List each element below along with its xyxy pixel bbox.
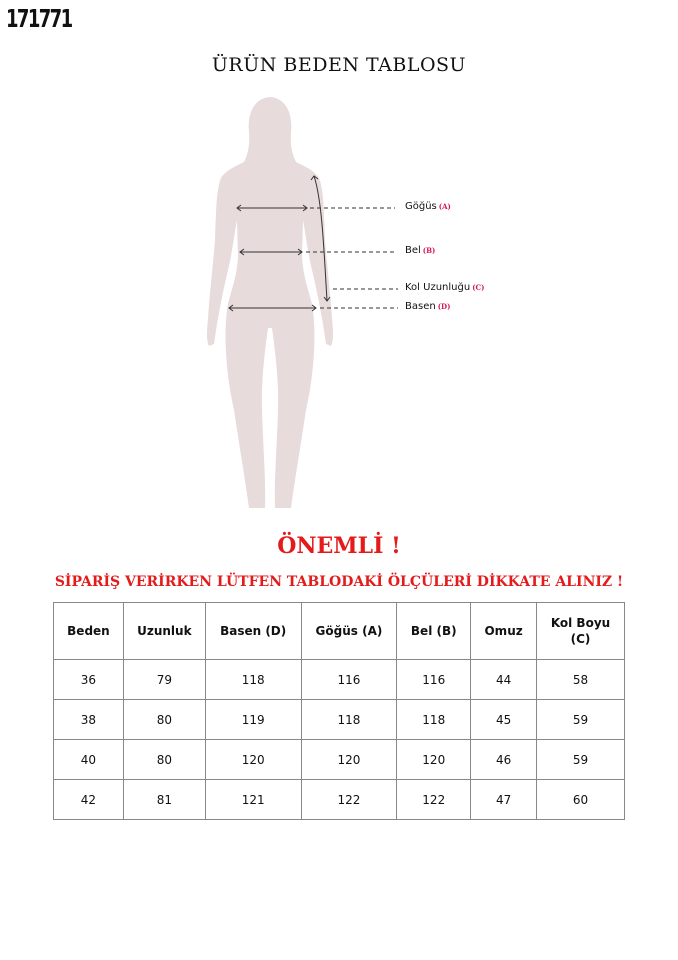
table-cell: 36 [54, 660, 124, 700]
header-hip: Basen (D) [205, 603, 301, 660]
female-silhouette-icon [207, 97, 333, 508]
table-cell: 120 [301, 740, 397, 780]
table-cell: 42 [54, 780, 124, 820]
header-size: Beden [54, 603, 124, 660]
header-sleeve-length: Kol Boyu (C) [537, 603, 625, 660]
table-cell: 120 [205, 740, 301, 780]
table-cell: 118 [397, 700, 471, 740]
table-cell: 116 [397, 660, 471, 700]
header-waist: Bel (B) [397, 603, 471, 660]
table-cell: 58 [537, 660, 625, 700]
measure-label-chest: Göğüs (A) [405, 201, 451, 212]
table-cell: 81 [123, 780, 205, 820]
table-cell: 79 [123, 660, 205, 700]
table-cell: 116 [301, 660, 397, 700]
measure-label-sleeve: Kol Uzunluğu (C) [405, 282, 485, 293]
table-cell: 60 [537, 780, 625, 820]
table-cell: 80 [123, 700, 205, 740]
table-cell: 118 [301, 700, 397, 740]
table-row [54, 740, 625, 780]
table-cell: 45 [471, 700, 537, 740]
header-chest: Göğüs (A) [301, 603, 397, 660]
table-cell: 59 [537, 740, 625, 780]
size-table [53, 602, 625, 820]
table-cell: 118 [205, 660, 301, 700]
table-row [54, 660, 625, 700]
measure-label-waist: Bel (B) [405, 245, 436, 256]
measure-label-hip: Basen (D) [405, 301, 451, 312]
table-row [54, 700, 625, 740]
body-silhouette-figure [0, 90, 678, 515]
table-cell: 122 [301, 780, 397, 820]
table-cell: 59 [537, 700, 625, 740]
table-cell: 46 [471, 740, 537, 780]
table-row [54, 780, 625, 820]
important-heading: ÖNEMLİ ! [277, 533, 401, 559]
product-code: 171771 [6, 4, 72, 33]
header-shoulder: Omuz [471, 603, 537, 660]
order-notice: SİPARİŞ VERİRKEN LÜTFEN TABLODAKİ ÖLÇÜLERİ DİKKATE ALINIZ ! [54, 574, 624, 590]
table-cell: 80 [123, 740, 205, 780]
table-cell: 121 [205, 780, 301, 820]
header-length: Uzunluk [123, 603, 205, 660]
table-cell: 47 [471, 780, 537, 820]
table-cell: 40 [54, 740, 124, 780]
page-title: ÜRÜN BEDEN TABLOSU [211, 54, 467, 76]
table-cell: 44 [471, 660, 537, 700]
table-cell: 120 [397, 740, 471, 780]
table-cell: 38 [54, 700, 124, 740]
table-cell: 122 [397, 780, 471, 820]
table-header-row [54, 603, 625, 660]
table-cell: 119 [205, 700, 301, 740]
